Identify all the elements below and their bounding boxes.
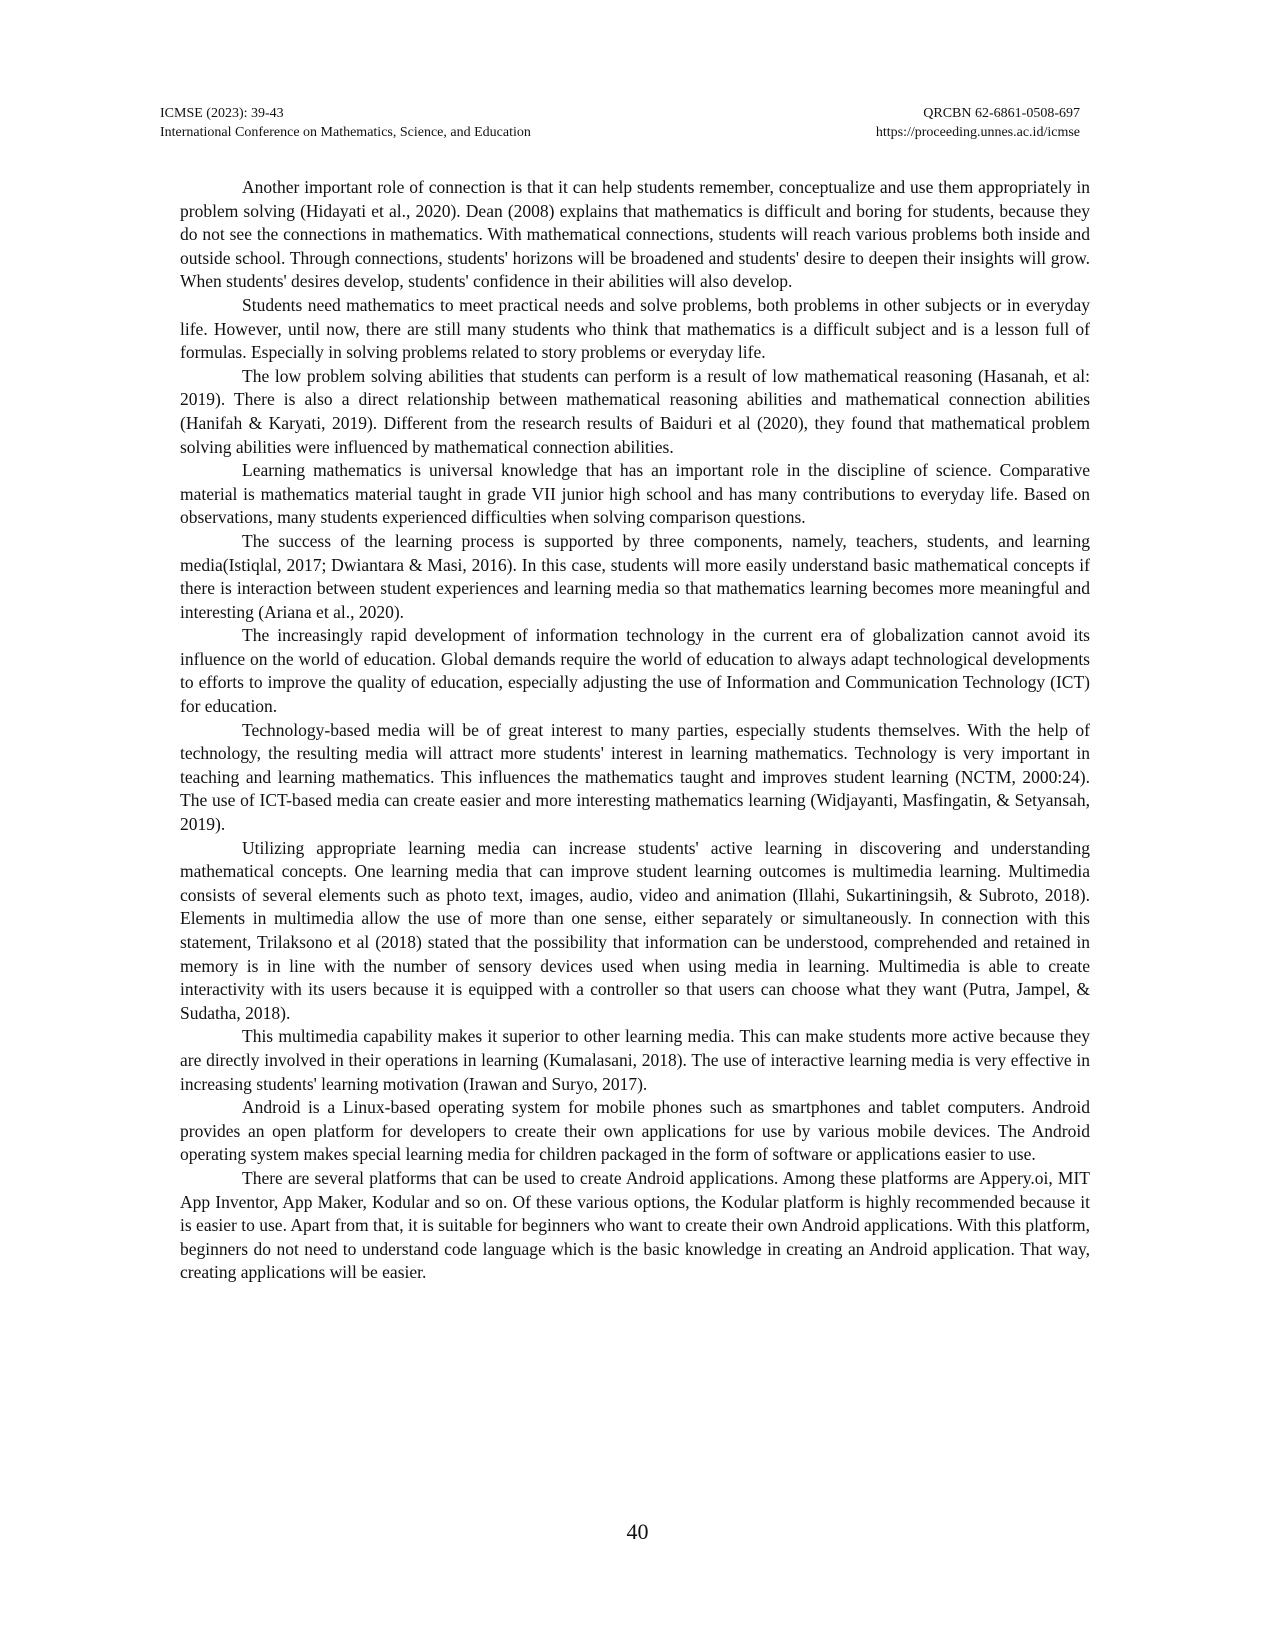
qrcbn-number: QRCBN 62-6861-0508-697 [923, 106, 1080, 121]
paragraph: The success of the learning process is supported by three components, namely, teachers, students, and learning media(Istiqlal, 2017; Dwiantara & Masi, 2016). In this case, students will more easily understand basic mathematical concepts if there is interaction between student experiences and learning media so that mathematics learning becomes more meaningful and interesting (Ariana et al., 2020). [180, 530, 1090, 622]
paragraph: Students need mathematics to meet practical needs and solve problems, both problems in other subjects or in everyday life. However, until now, there are still many students who think that mathematics is a difficult subject and is a lesson full of formulas. Especially in solving problems related to story problems or everyday life. [180, 294, 1090, 363]
paragraph: This multimedia capability makes it superior to other learning media. This can make students more active because they are directly involved in their operations in learning (Kumalasani, 2018). The use of interactive learning media is very effective in increasing students' learning motivation (Irawan and Suryo, 2017). [180, 1026, 1090, 1094]
conference-citation: ICMSE (2023): 39-43 [160, 106, 284, 121]
page-number: 40 [626, 1519, 649, 1544]
paragraph: Learning mathematics is universal knowledge that has an important role in the discipline of science. Comparative material is mathematics material taught in grade VII junior high school and has many contributions to everyday life. Based on observations, many students experienced difficulties when solving comparison questions. [180, 460, 1090, 528]
paragraph: Technology-based media will be of great interest to many parties, especially students themselves. With the help of technology, the resulting media will attract more students' interest in learning mathematics. Technology is very important in teaching and learning mathematics. This influences the mathematics taught and improves student learning (NCTM, 2000:24). The use of ICT-based media can create easier and more interesting mathematics learning (Widjayanti, Masfingatin, & Setyansah, 2019). [180, 719, 1090, 835]
paragraph: The low problem solving abilities that students can perform is a result of low mathematical reasoning (Hasanah, et al: 2019). There is also a direct relationship between mathematical reasoning abilities and mathematical connection abilities (Hanifah & Karyati, 2019). Different from the research results of Baiduri et al (2020), they found that mathematical problem solving abilities were influenced by mathematical connection abilities. [180, 365, 1090, 457]
conference-name: International Conference on Mathematics, Science, and Education [160, 125, 531, 140]
header-row-2 [160, 123, 1080, 142]
body-text [180, 176, 1090, 1285]
paragraph: Utilizing appropriate learning media can increase students' active learning in discovering and understanding mathematical concepts. One learning media that can improve student learning outcomes is multimedia learning. Multimedia consists of several elements such as photo text, images, audio, video and animation (Illahi, Sukartiningsih, & Subroto, 2018). Elements in multimedia allow the use of more than one sense, either separately or simultaneously. In connection with this statement, Trilaksono et al (2018) stated that the possibility that information can be understood, comprehended and retained in memory is in line with the number of sensory devices used when using media in learning. Multimedia is able to create interactivity with its users because it is equipped with a controller so that users can choose what they want (Putra, Jampel, & Sudatha, 2018). [180, 837, 1090, 1023]
header-row-1 [160, 104, 1080, 123]
proceedings-url: https://proceeding.unnes.ac.id/icmse [875, 125, 1080, 140]
running-header [160, 104, 1080, 142]
paragraph: Android is a Linux-based operating system for mobile phones such as smartphones and tablet computers. Android provides an open platform for developers to create their own applications for use by various mobile devices. The Android operating system makes special learning media for children packaged in the form of software or applications easier to use. [180, 1097, 1090, 1165]
paragraph: Another important role of connection is that it can help students remember, conceptualize and use them appropriately in problem solving (Hidayati et al., 2020). Dean (2008) explains that mathematics is difficult and boring for students, because they do not see the connections in mathematics. With mathematical connections, students will reach various problems both inside and outside school. Through connections, students' horizons will be broadened and students' desire to deepen their insights will grow. When students' desires develop, students' confidence in their abilities will also develop. [180, 177, 1090, 292]
paragraph: The increasingly rapid development of information technology in the current era of globalization cannot avoid its influence on the world of education. Global demands require the world of education to always adapt technological developments to efforts to improve the quality of education, especially adjusting the use of Information and Communication Technology (ICT) for education. [180, 625, 1090, 717]
paragraph: There are several platforms that can be used to create Android applications. Among these platforms are Appery.oi, MIT App Inventor, App Maker, Kodular and so on. Of these various options, the Kodular platform is highly recommended because it is easier to use. Apart from that, it is suitable for beginners who want to create their own Android applications. With this platform, beginners do not need to understand code language which is the basic knowledge in creating an Android application. That way, creating applications will be easier. [180, 1167, 1090, 1283]
